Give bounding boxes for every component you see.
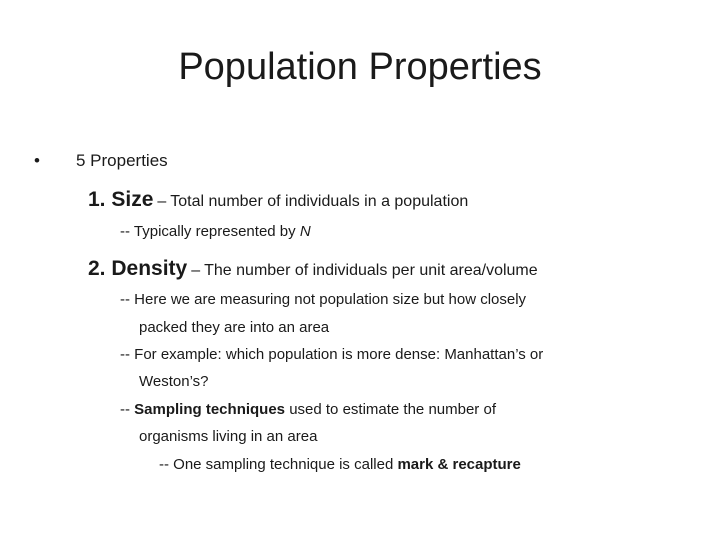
- density-note-2-line-2: Weston’s?: [139, 373, 209, 390]
- density-note-3-bold: Sampling techniques: [134, 401, 286, 418]
- size-definition: Total number of individuals in a population: [170, 193, 469, 210]
- density-note-3-line-1: [120, 400, 496, 420]
- density-note-4: [159, 455, 521, 475]
- density-term: 2. Density: [88, 257, 188, 280]
- density-note-1-line-2: packed they are into an area: [139, 319, 330, 336]
- size-heading: [88, 187, 468, 215]
- density-dash: –: [191, 262, 201, 279]
- density-note-3-prefix: --: [120, 401, 135, 418]
- density-note-4-bold: mark & recapture: [397, 456, 521, 473]
- density-note-2-line-1: -- For example: which population is more dense: Manhattan’s or: [120, 346, 544, 363]
- bullet-marker: •: [34, 151, 40, 170]
- size-note-text: -- Typically represented by: [120, 223, 300, 240]
- density-note-3-rest: used to estimate the number of: [285, 401, 496, 418]
- density-heading: [88, 256, 538, 284]
- size-term: 1. Size: [88, 188, 154, 211]
- size-note-symbol: N: [299, 223, 311, 240]
- slide-title: Population Properties: [178, 46, 542, 88]
- density-note-1-line-1: -- Here we are measuring not population size but how closely: [120, 291, 527, 308]
- size-dash: –: [157, 193, 167, 210]
- density-note-3-line-2: organisms living in an area: [139, 428, 318, 445]
- size-note: [120, 222, 311, 242]
- bullet-text: 5 Properties: [76, 151, 168, 170]
- density-note-4-prefix: -- One sampling technique is called: [159, 456, 398, 473]
- density-definition: The number of individuals per unit area/volume: [204, 262, 538, 279]
